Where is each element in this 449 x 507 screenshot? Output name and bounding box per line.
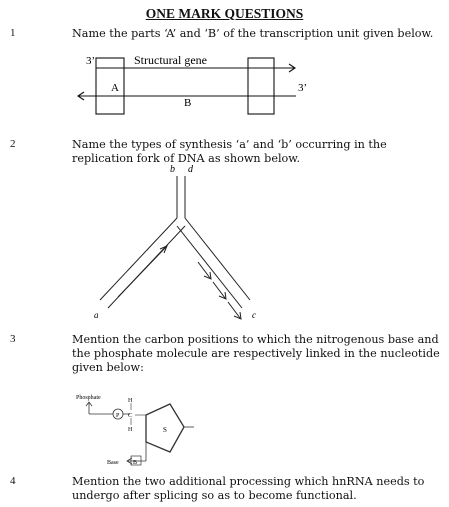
label-b: B [184,97,192,109]
question-text-3: Mention the carbon positions to which the nitrogenous base and the phosphate molecule are respectively linked in the nucleotide given below: [72,333,440,374]
question-text-4: Mention the two additional processing which hnRNA needs to undergo after splicing so as to become functional. [72,475,425,502]
carbon-h-bottom: H [128,427,133,433]
phosphate-p: P [116,413,120,419]
phosphate-label: Phosphate [76,395,101,401]
carbon-c: C [128,413,133,419]
fork-label-d: d [188,164,193,175]
fork-label-a: a [94,310,99,320]
fork-label-c: c [252,310,256,320]
fig1-right-end-label: 3’ [298,82,308,94]
page-title: ONE MARK QUESTIONS [145,6,304,21]
sugar-s: S [163,426,167,434]
carbon-h-top: H [128,398,133,404]
question-number-2: 2 [10,138,16,150]
fork-label-b: b [170,164,175,175]
question-text-2: Name the types of synthesis ‘a’ and ‘b’ occurring in the replication fork of DNA as shown below. [72,138,387,165]
label-a: A [111,82,119,94]
base-b: B [133,460,138,466]
base-label: Base [107,460,119,466]
fig1-left-end-label: 3’ [86,55,96,67]
structural-gene-label: Structural gene [134,53,207,67]
question-number-3: 3 [10,333,16,345]
question-text-1: Name the parts ‘A’ and ‘B’ of the transcription unit given below. [72,27,434,40]
question-number-1: 1 [10,27,16,39]
question-number-4: 4 [10,475,16,487]
